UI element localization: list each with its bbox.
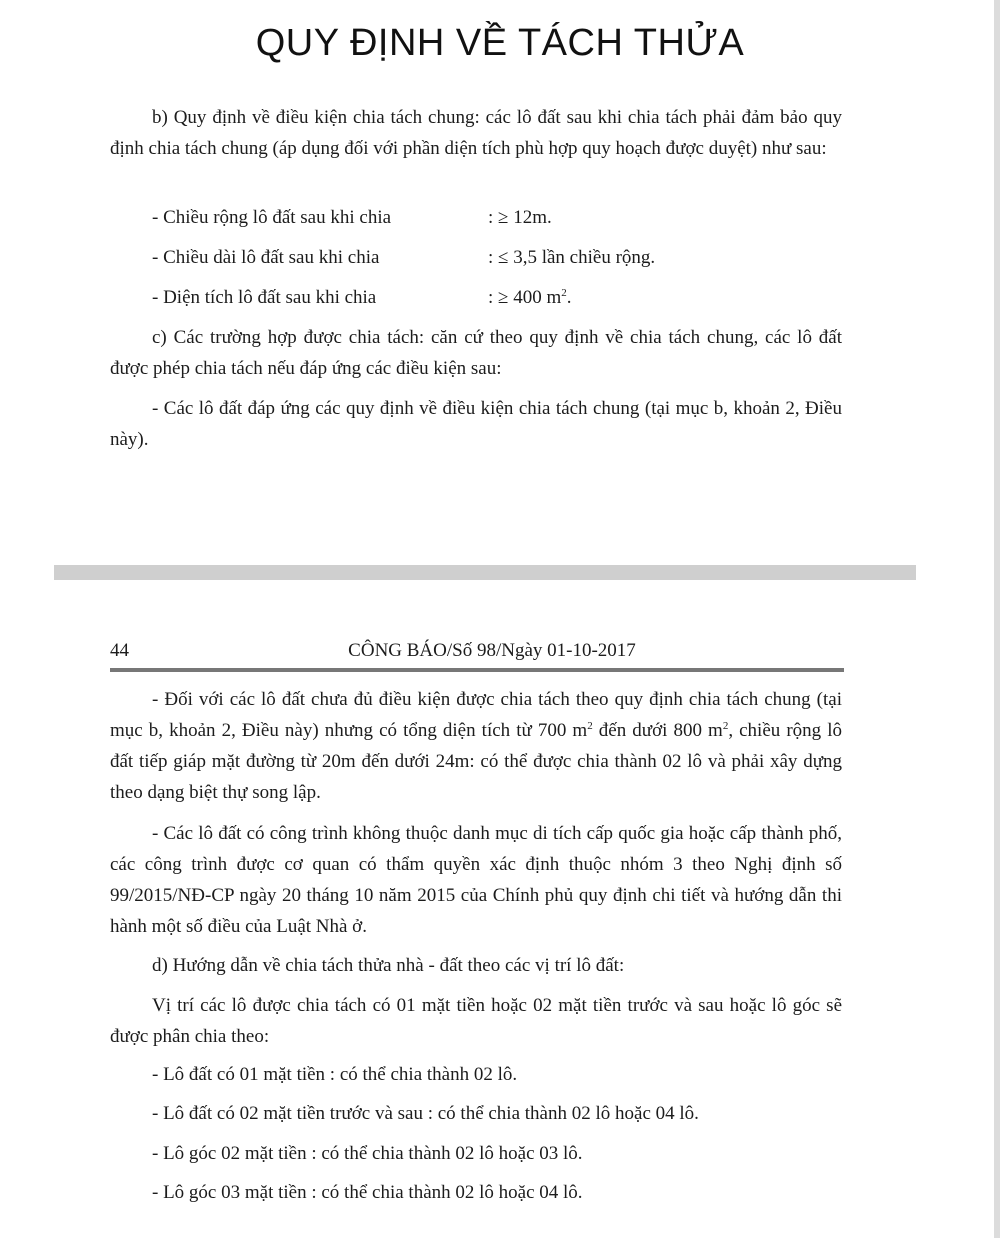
page-title: QUY ĐỊNH VỀ TÁCH THỬA bbox=[255, 22, 745, 64]
gazette-title: CÔNG BÁO/Số 98/Ngày 01-10-2017 bbox=[348, 640, 636, 661]
paragraph-d bbox=[110, 950, 842, 981]
paragraph-b-text: b) Quy định về điều kiện chia tách chung: các lô đất sau khi chia tách phải đảm bảo quy định chia tách chung (áp dụng đối với phần diện tích phù hợp quy hoạch được duyệt) như sau: bbox=[110, 107, 842, 159]
header-rule bbox=[110, 668, 844, 672]
paragraph-c bbox=[110, 322, 842, 384]
page-number: 44 bbox=[110, 640, 129, 661]
requirement-value: : ≥ 400 $m^2$. bbox=[488, 287, 572, 308]
requirement-label: - Chiều dài lô đất sau khi chia bbox=[152, 247, 380, 268]
paragraph-heritage-lots bbox=[110, 818, 842, 942]
requirement-value: : ≥ 12m. bbox=[488, 207, 552, 228]
list-item: - Lô đất có 02 mặt tiền trước và sau : có thể chia thành 02 lô hoặc 04 lô. bbox=[152, 1103, 699, 1124]
paragraph-lots-700 bbox=[110, 684, 842, 808]
paragraph-d-text: d) Hướng dẫn về chia tách thửa nhà - đất theo các vị trí lô đất: bbox=[152, 955, 625, 976]
list-item: - Lô góc 03 mặt tiền : có thể chia thành 02 lô hoặc 04 lô. bbox=[152, 1182, 583, 1203]
requirement-width bbox=[152, 203, 852, 233]
paragraph-b bbox=[110, 102, 842, 164]
paragraph-c1-text: - Các lô đất đáp ứng các quy định về điều kiện chia tách chung (tại mục b, khoản 2, Điều này). bbox=[110, 398, 842, 450]
requirement-length bbox=[152, 243, 852, 273]
requirement-value: : ≤ 3,5 lần chiều rộng. bbox=[488, 247, 656, 268]
right-frame-edge bbox=[994, 0, 1000, 1238]
requirement-area bbox=[152, 283, 852, 313]
paragraph-heritage-lots-text: - Các lô đất có công trình không thuộc danh mục di tích cấp quốc gia hoặc cấp thành phố, các công trình được cơ quan có thẩm quyền xác định thuộc nhóm 3 theo Nghị định số 99/2015/NĐ-CP ngày 20 tháng 10 năm 2015 của Chính phủ quy định chi tiết và hướng dẫn thi hành một số điều của Luật Nhà ở. bbox=[110, 823, 842, 937]
paragraph-c1 bbox=[110, 393, 842, 455]
paragraph-positions bbox=[110, 990, 842, 1052]
requirement-label: - Chiều rộng lô đất sau khi chia bbox=[152, 207, 392, 228]
requirement-label: - Diện tích lô đất sau khi chia bbox=[152, 287, 377, 308]
paragraph-positions-text: Vị trí các lô được chia tách có 01 mặt tiền hoặc 02 mặt tiền trước và sau hoặc lô góc sẽ được phân chia theo: bbox=[110, 995, 842, 1047]
page-separator bbox=[54, 565, 916, 580]
paragraph-c-text: c) Các trường hợp được chia tách: căn cứ theo quy định về chia tách chung, các lô đất được phép chia tách nếu đáp ứng các điều kiện sau: bbox=[110, 327, 842, 379]
paragraph-lots-700-text: - Đối với các lô đất chưa đủ điều kiện được chia tách theo quy định chia tách chung (tại mục b, khoản 2, Điều này) nhưng có tổng diện tích từ 700 $m^2$ đến dưới 800 $m^2$, chiều rộng lô đất tiếp giáp mặt đường từ 20m đến dưới 24m: có thể được chia thành 02 lô và phải xây dựng theo dạng biệt thự song lập. bbox=[110, 689, 842, 803]
list-item: - Lô đất có 01 mặt tiền : có thể chia thành 02 lô. bbox=[152, 1064, 518, 1085]
gazette-header bbox=[110, 640, 844, 668]
list-item: - Lô góc 02 mặt tiền : có thể chia thành 02 lô hoặc 03 lô. bbox=[152, 1143, 583, 1164]
